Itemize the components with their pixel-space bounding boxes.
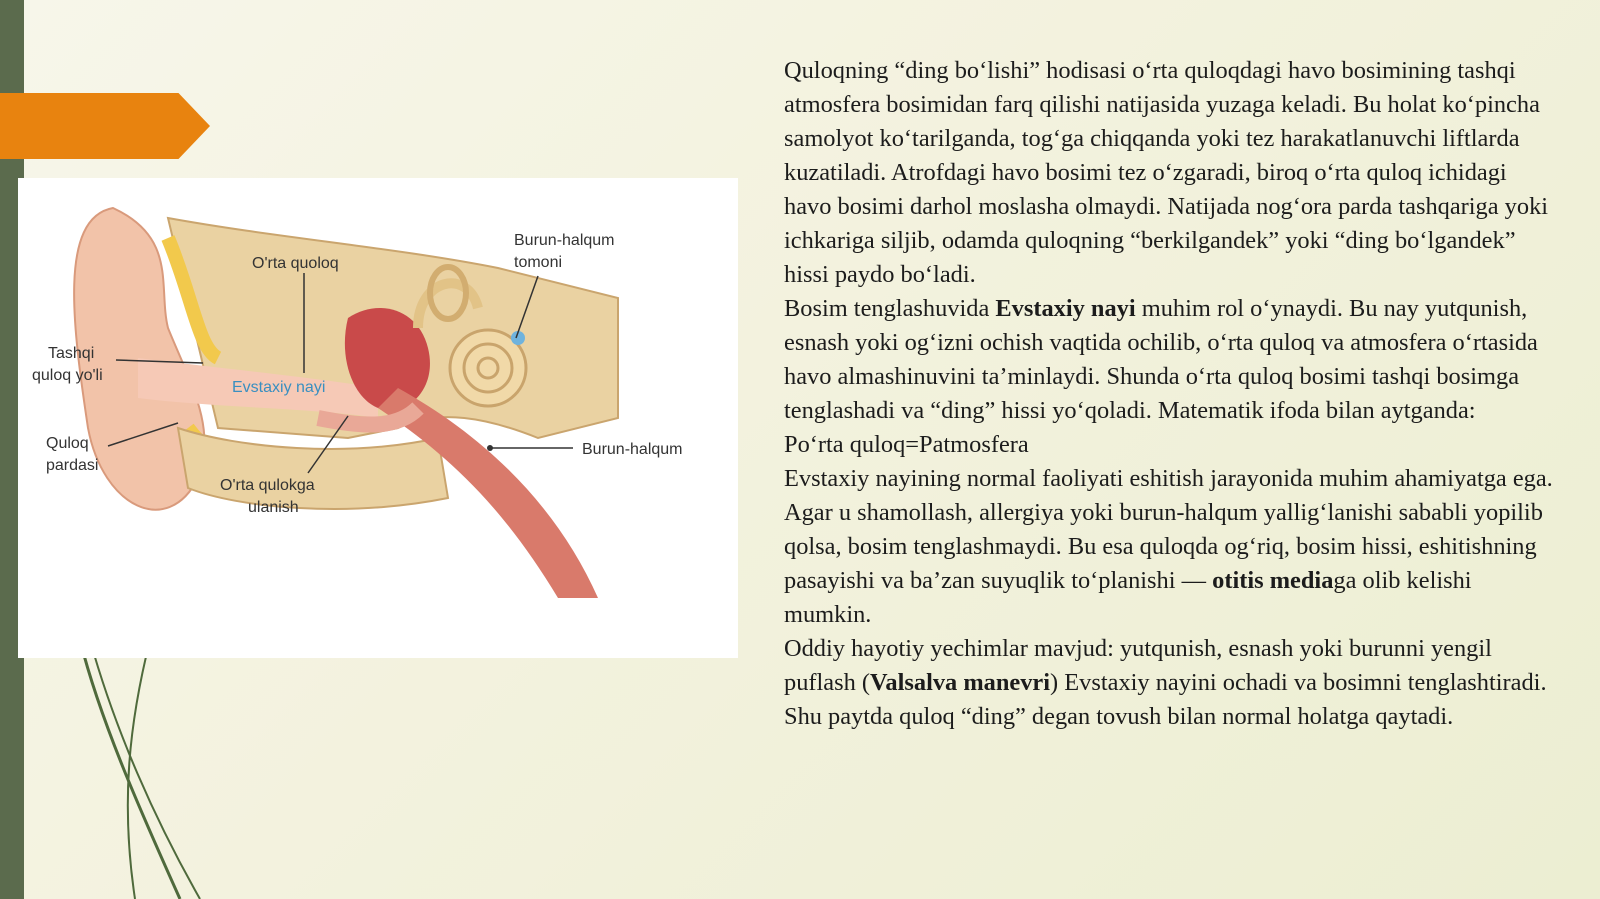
label-tashqi-quloq-line1: Tashqi xyxy=(48,345,95,362)
paragraph-1: Quloqning “ding bo‘lishi” hodisasi o‘rta quloqdagi havo bosimining tashqi atmosfera bosimidan farq qilishi natijasida yuzaga keladi. Bu holat ko‘pincha samolyot ko‘tarilganda, tog‘ga chiqqanda yoki tez harakatlanuvchi liftlarda kuzatiladi. Atrofdagi havo bosimi tez o‘zgaradi, biroq o‘rta quloq ichidagi havo bosimi darhol moslasha olmaydi. Natijada nog‘ora parda tashqariga yoki ichkariga siljib, odamda quloqning “berkilgandek” yoki “ding bo‘lgandek” hissi paydo bo‘ladi. xyxy=(784,57,1549,288)
label-quloq-pardasi-line2: pardasi xyxy=(46,457,99,474)
paragraph-3-start: Evstaxiy nayining normal faoliyati eshitish jarayonida muhim ahamiyatga ega. Agar u shamollash, allergiya yoki burun-halqum yallig‘lanishi sababli yopilib qolsa, bosim tenglashmaydi. Bu esa quloqda og‘riq, bosim hissi, eshitishning pasayishi va ba’zan suyuqlik to‘planishi — xyxy=(784,465,1553,594)
paragraph-3-end: ga olib kelishi mumkin. xyxy=(784,567,1472,628)
label-burun-halqum-tomoni-line1: Burun-halqum xyxy=(514,232,615,249)
paragraph-2-end: muhim rol o‘ynaydi. Bu nay yutqunish, esnash yoki og‘izni ochish vaqtida ochilib, o‘rta quloq va atmosfera o‘rtasida havo almashinuvini ta’minlaydi. Shunda o‘rta quloq bosimi tashqi bosimga tenglashadi va “ding” hissi yo‘qoladi. Matematik ifoda bilan aytganda: xyxy=(784,295,1538,424)
paragraph-4 xyxy=(784,632,1560,734)
label-burun-halqum: Burun-halqum xyxy=(582,441,683,458)
label-orta-quloq: O'rta quoloq xyxy=(252,255,339,272)
paragraph-4-start: Oddiy hayotiy yechimlar mavjud: yutqunish, esnash yoki burunni yengil puflash ( xyxy=(784,635,1492,696)
paragraph-2-start: Bosim tenglashuvida xyxy=(784,295,996,322)
paragraph-2 xyxy=(784,292,1560,428)
body-text xyxy=(784,54,1560,734)
label-burun-halqum-tomoni-line2: tomoni xyxy=(514,254,563,271)
label-evstaxiy-nayi: Evstaxiy nayi xyxy=(232,379,326,396)
decorative-curves xyxy=(60,640,260,899)
paragraph-3 xyxy=(784,462,1560,632)
ear-anatomy-diagram xyxy=(18,178,738,658)
paragraph-4-end: ) Evstaxiy nayini ochadi va bosimni tenglashtiradi. Shu paytda quloq “ding” degan tovush bilan normal holatga qaytadi. xyxy=(784,669,1547,730)
term-otitis-media: otitis media xyxy=(1212,567,1334,594)
label-orta-ulanish-line2: ulanish xyxy=(248,499,299,516)
pressure-formula: Po‘rta quloq=Patmosfera xyxy=(784,431,1029,458)
term-valsalva-manevri: Valsalva manevri xyxy=(870,669,1051,696)
label-orta-ulanish-line1: O'rta qulokga xyxy=(220,477,315,494)
label-tashqi-quloq-line2: quloq yo'li xyxy=(32,367,103,384)
orange-arrow-banner xyxy=(0,93,210,159)
term-evstaxiy-nayi: Evstaxiy nayi xyxy=(995,295,1136,322)
label-quloq-pardasi-line1: Quloq xyxy=(46,435,89,452)
